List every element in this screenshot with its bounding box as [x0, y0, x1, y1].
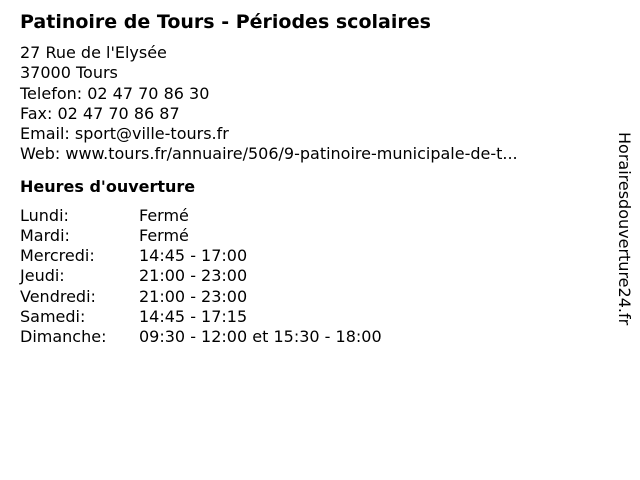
- time-range: 21:00 - 23:00: [139, 266, 248, 286]
- hours-row-friday: [20, 287, 382, 307]
- day-label: Vendredi:: [20, 286, 96, 306]
- day-label: Lundi:: [20, 205, 69, 225]
- hours-row-thursday: [20, 266, 382, 286]
- day-label: Samedi:: [20, 306, 86, 326]
- time-range: 09:30 - 12:00 et 15:30 - 18:00: [139, 327, 382, 346]
- hours-row-monday: [20, 206, 382, 226]
- day-label: Mardi:: [20, 225, 70, 245]
- hours-row-sunday: [20, 327, 382, 347]
- address-city: 37000 Tours: [20, 63, 118, 83]
- time-range: Fermé: [139, 205, 189, 225]
- opening-hours-table: [20, 206, 382, 347]
- day-label: Mercredi:: [20, 246, 95, 266]
- time-range: 21:00 - 23:00: [139, 286, 248, 306]
- opening-hours-heading: Heures d'ouverture: [20, 176, 196, 196]
- page-title: Patinoire de Tours - Périodes scolaires: [20, 11, 431, 33]
- day-label: Dimanche:: [20, 327, 107, 346]
- hours-row-wednesday: [20, 246, 382, 266]
- phone-number: Telefon: 02 47 70 86 30: [20, 83, 210, 103]
- site-brand-watermark: Horairesdouverture24.fr: [615, 132, 634, 326]
- address-street: 27 Rue de l'Elysée: [20, 43, 167, 62]
- contact-block: [20, 43, 600, 165]
- day-label: Jeudi:: [20, 266, 65, 286]
- opening-hours-card: [20, 10, 600, 347]
- email-address: Email: sport@ville-tours.fr: [20, 124, 229, 144]
- website-link: Web: www.tours.fr/annuaire/506/9-patinoire-municipale-de-t...: [20, 144, 518, 164]
- hours-row-tuesday: [20, 226, 382, 246]
- fax-number: Fax: 02 47 70 86 87: [20, 103, 180, 123]
- time-range: Fermé: [139, 225, 189, 245]
- time-range: 14:45 - 17:00: [139, 246, 248, 266]
- time-range: 14:45 - 17:15: [139, 306, 248, 326]
- hours-row-saturday: [20, 307, 382, 327]
